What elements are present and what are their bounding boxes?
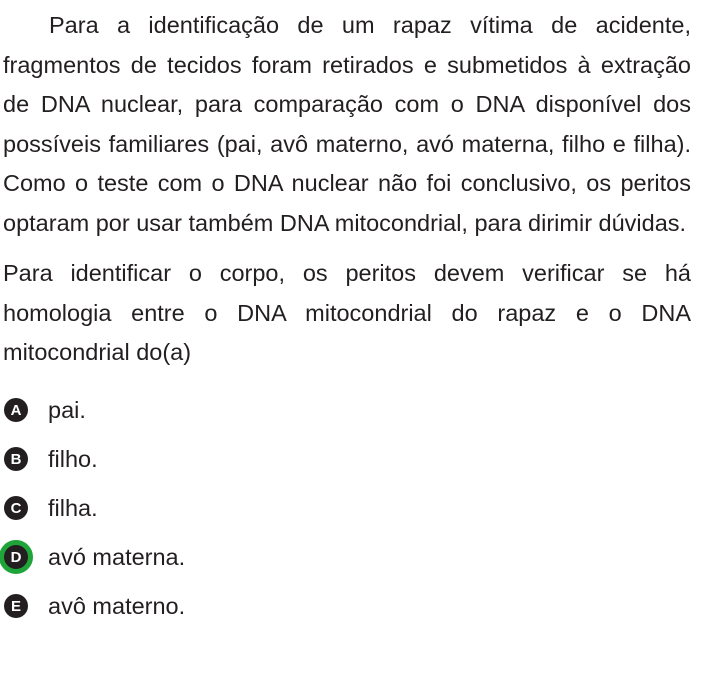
option-letter-badge: A bbox=[4, 398, 28, 422]
question-paragraph-context: Para a identificação de um rapaz vítima de acidente, fragmentos de tecidos foram retirados e submetidos à extração de DNA nuclear, para comparação com o DNA disponível dos possíveis familiares (pai, avô materno, avó materna, filho e filha). Como o teste com o DNA nuclear não foi conclusivo, os peritos optaram por usar também DNA mitocondrial, para dirimir dúvidas. bbox=[3, 12, 691, 236]
option-text: filho. bbox=[48, 446, 98, 472]
option-letter-badge: E bbox=[4, 594, 28, 618]
option-text: avô materno. bbox=[48, 593, 186, 619]
option-text: filha. bbox=[48, 495, 98, 521]
option-letter-badge-correct: D bbox=[0, 540, 33, 574]
option-letter-badge: C bbox=[4, 496, 28, 520]
answer-options bbox=[3, 386, 691, 631]
question-paragraph-prompt: Para identificar o corpo, os peritos devem verificar se há homologia entre o DNA mitocondrial do rapaz e o DNA mitocondrial do(a) bbox=[3, 260, 691, 365]
option-letter-badge: B bbox=[4, 447, 28, 471]
option-b[interactable] bbox=[3, 435, 691, 484]
option-c[interactable] bbox=[3, 484, 691, 533]
option-a[interactable] bbox=[3, 386, 691, 435]
option-text: avó materna. bbox=[48, 544, 186, 570]
option-e[interactable] bbox=[3, 582, 691, 631]
option-d[interactable] bbox=[3, 533, 691, 582]
option-text: pai. bbox=[48, 397, 86, 423]
